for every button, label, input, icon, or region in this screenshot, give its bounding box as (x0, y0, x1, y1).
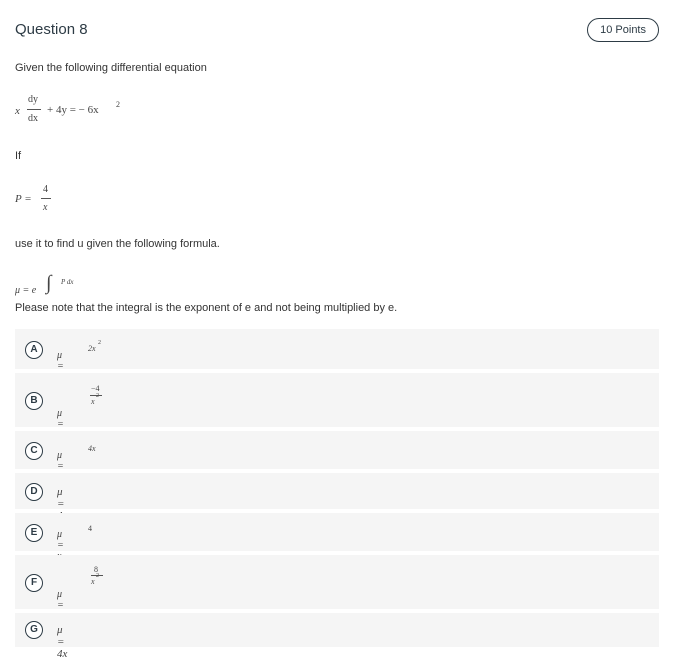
question-title: Question 8 (15, 21, 88, 38)
option-g-base: μ = 4x (57, 624, 68, 660)
option-a-base: μ = (57, 350, 64, 372)
p-lhs: P = (15, 193, 32, 205)
option-f-den-pow: 2 (96, 573, 99, 579)
option-letter-d: D (25, 483, 43, 501)
option-c-exp: 4x (88, 444, 96, 453)
if-text: If (15, 150, 22, 162)
integral-symbol: ∫ (46, 272, 52, 294)
option-letter-b: B (25, 392, 43, 410)
intro-text: Given the following differential equation (15, 62, 207, 74)
p-definition (15, 182, 95, 218)
eq-rhs: + 4y = − 6x (47, 104, 99, 116)
eq-dx: dx (28, 113, 38, 124)
option-f-den: x (91, 577, 95, 586)
eq-fraction-line (27, 109, 41, 110)
note-text: Please note that the integral is the exponent of e and not being multiplied by e. (15, 302, 398, 314)
mu-formula (15, 272, 135, 298)
eq-power: 2 (116, 100, 120, 109)
option-a[interactable] (15, 329, 659, 372)
points-badge: 10 Points (587, 18, 659, 42)
option-c-base: μ = (57, 450, 64, 472)
p-numerator: 4 (43, 184, 48, 195)
option-f-base: μ = (57, 589, 64, 611)
option-b-den-pow: 2 (96, 393, 99, 399)
option-e-base: μ = (57, 529, 64, 551)
option-d[interactable] (15, 473, 659, 509)
eq-dy: dy (28, 94, 38, 105)
option-letter-f: F (25, 574, 43, 592)
option-f[interactable] (15, 555, 659, 609)
integrand: P dx (61, 278, 74, 286)
option-a-exp2: 2 (98, 340, 101, 346)
question-header (15, 18, 659, 44)
mu-lhs: μ = e (15, 285, 37, 296)
option-b-base: μ = (57, 408, 64, 430)
option-letter-g: G (25, 621, 43, 639)
answer-options (15, 329, 659, 660)
differential-equation (15, 92, 215, 132)
option-letter-c: C (25, 442, 43, 460)
option-e-exp: 4 (88, 524, 92, 533)
option-letter-e: E (25, 524, 43, 542)
option-letter-a: A (25, 341, 43, 359)
eq-x: x (15, 105, 20, 117)
p-denominator: x (43, 202, 48, 213)
option-f-num: 8 (94, 565, 98, 574)
option-g[interactable] (15, 613, 659, 660)
p-fraction-line (41, 198, 51, 199)
option-b-num: −4 (91, 384, 100, 393)
option-a-exp: 2x (88, 344, 96, 353)
option-c[interactable] (15, 431, 659, 472)
option-b[interactable] (15, 373, 659, 430)
option-d-base: μ = (57, 486, 65, 510)
option-b-den: x (91, 397, 95, 406)
use-text: use it to find u given the following formula. (15, 238, 220, 250)
option-e[interactable] (15, 513, 659, 551)
